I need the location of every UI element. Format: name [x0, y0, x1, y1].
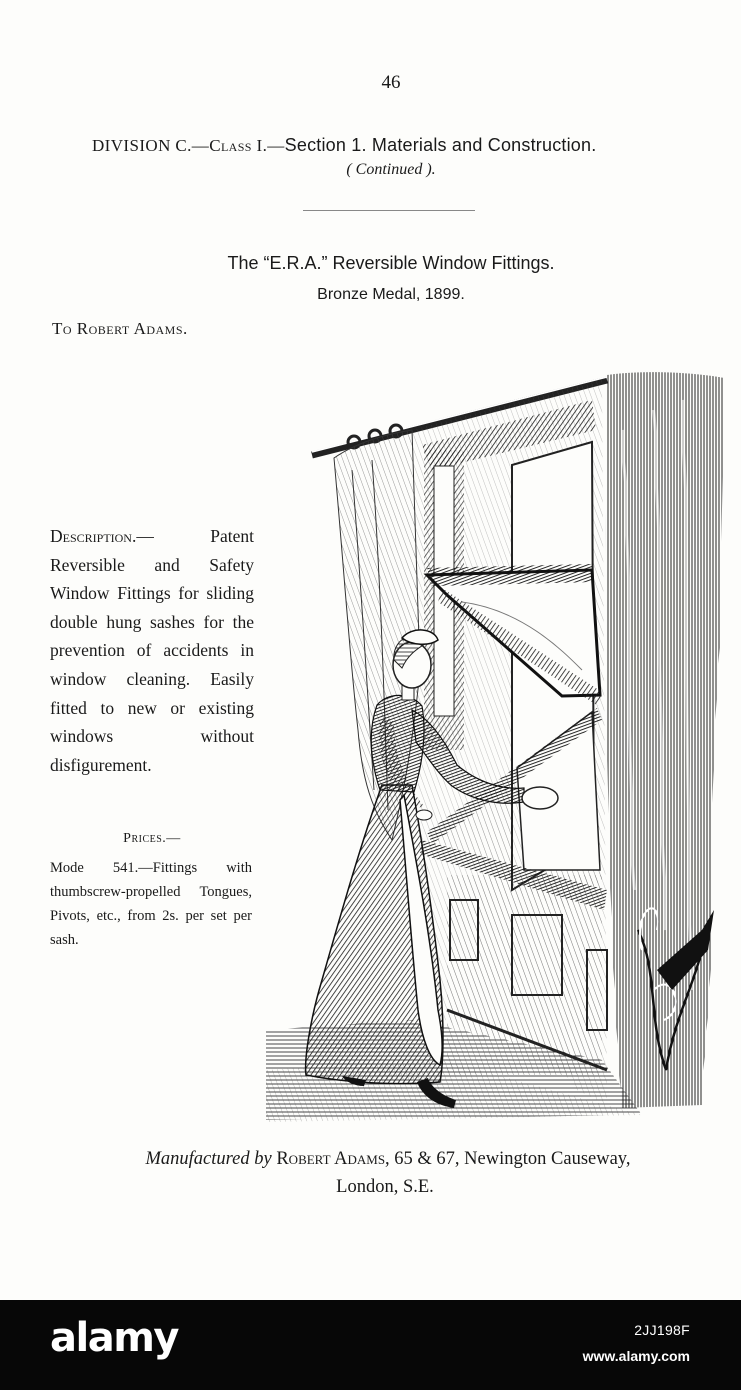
image-id: 2JJ198F [634, 1322, 690, 1338]
section-label: Section 1. Materials and Construction. [284, 135, 597, 155]
manufacturer-name: Robert Adams, [276, 1149, 390, 1169]
prices-text: Mode 541.—Fittings with thumbscrew-propelled Tongues, Pivots, etc., from 2s. per set per sash. [50, 860, 252, 948]
manufacturer-address: 65 & 67, Newington Causeway, [394, 1149, 631, 1169]
prices-heading: Prices.— [123, 831, 181, 846]
manufacturer-line [0, 1149, 741, 1170]
continued-note: ( Continued ). [346, 161, 436, 178]
manufacturer-prefix: Manufactured by [145, 1149, 272, 1169]
division-heading: DIVISION C.—Class I.—Section 1. Materials and Construction. [92, 135, 597, 155]
description-text: Patent Reversible and Safety Window Fittings for sliding double hung sashes for the prevention of accidents in window cleaning. Easily fitted to new or existing windows without disfigurement. [50, 526, 254, 775]
product-title: The “E.R.A.” Reversible Window Fittings. [227, 253, 555, 273]
award-line: Bronze Medal, 1899. [317, 286, 465, 303]
page-number: 46 [381, 72, 401, 93]
division-label: DIVISION C. [92, 136, 192, 155]
class-label: Class I. [209, 136, 268, 155]
description-label: Description. [50, 526, 137, 546]
alamy-logo: alamy [50, 1315, 178, 1361]
description-paragraph: Description.— Patent Reversible and Safety Window Fittings for sliding double hung sashes for the prevention of accidents in window cleaning. Easily fitted to new or existing windows without disfigurement. [50, 526, 254, 775]
divider-rule [303, 210, 475, 211]
window-cleaning-engraving [262, 370, 728, 1130]
recipient-line: To Robert Adams. [52, 319, 188, 338]
manufacturer-city: London, S.E. [336, 1177, 434, 1197]
watermark-url: www.alamy.com [582, 1348, 690, 1364]
